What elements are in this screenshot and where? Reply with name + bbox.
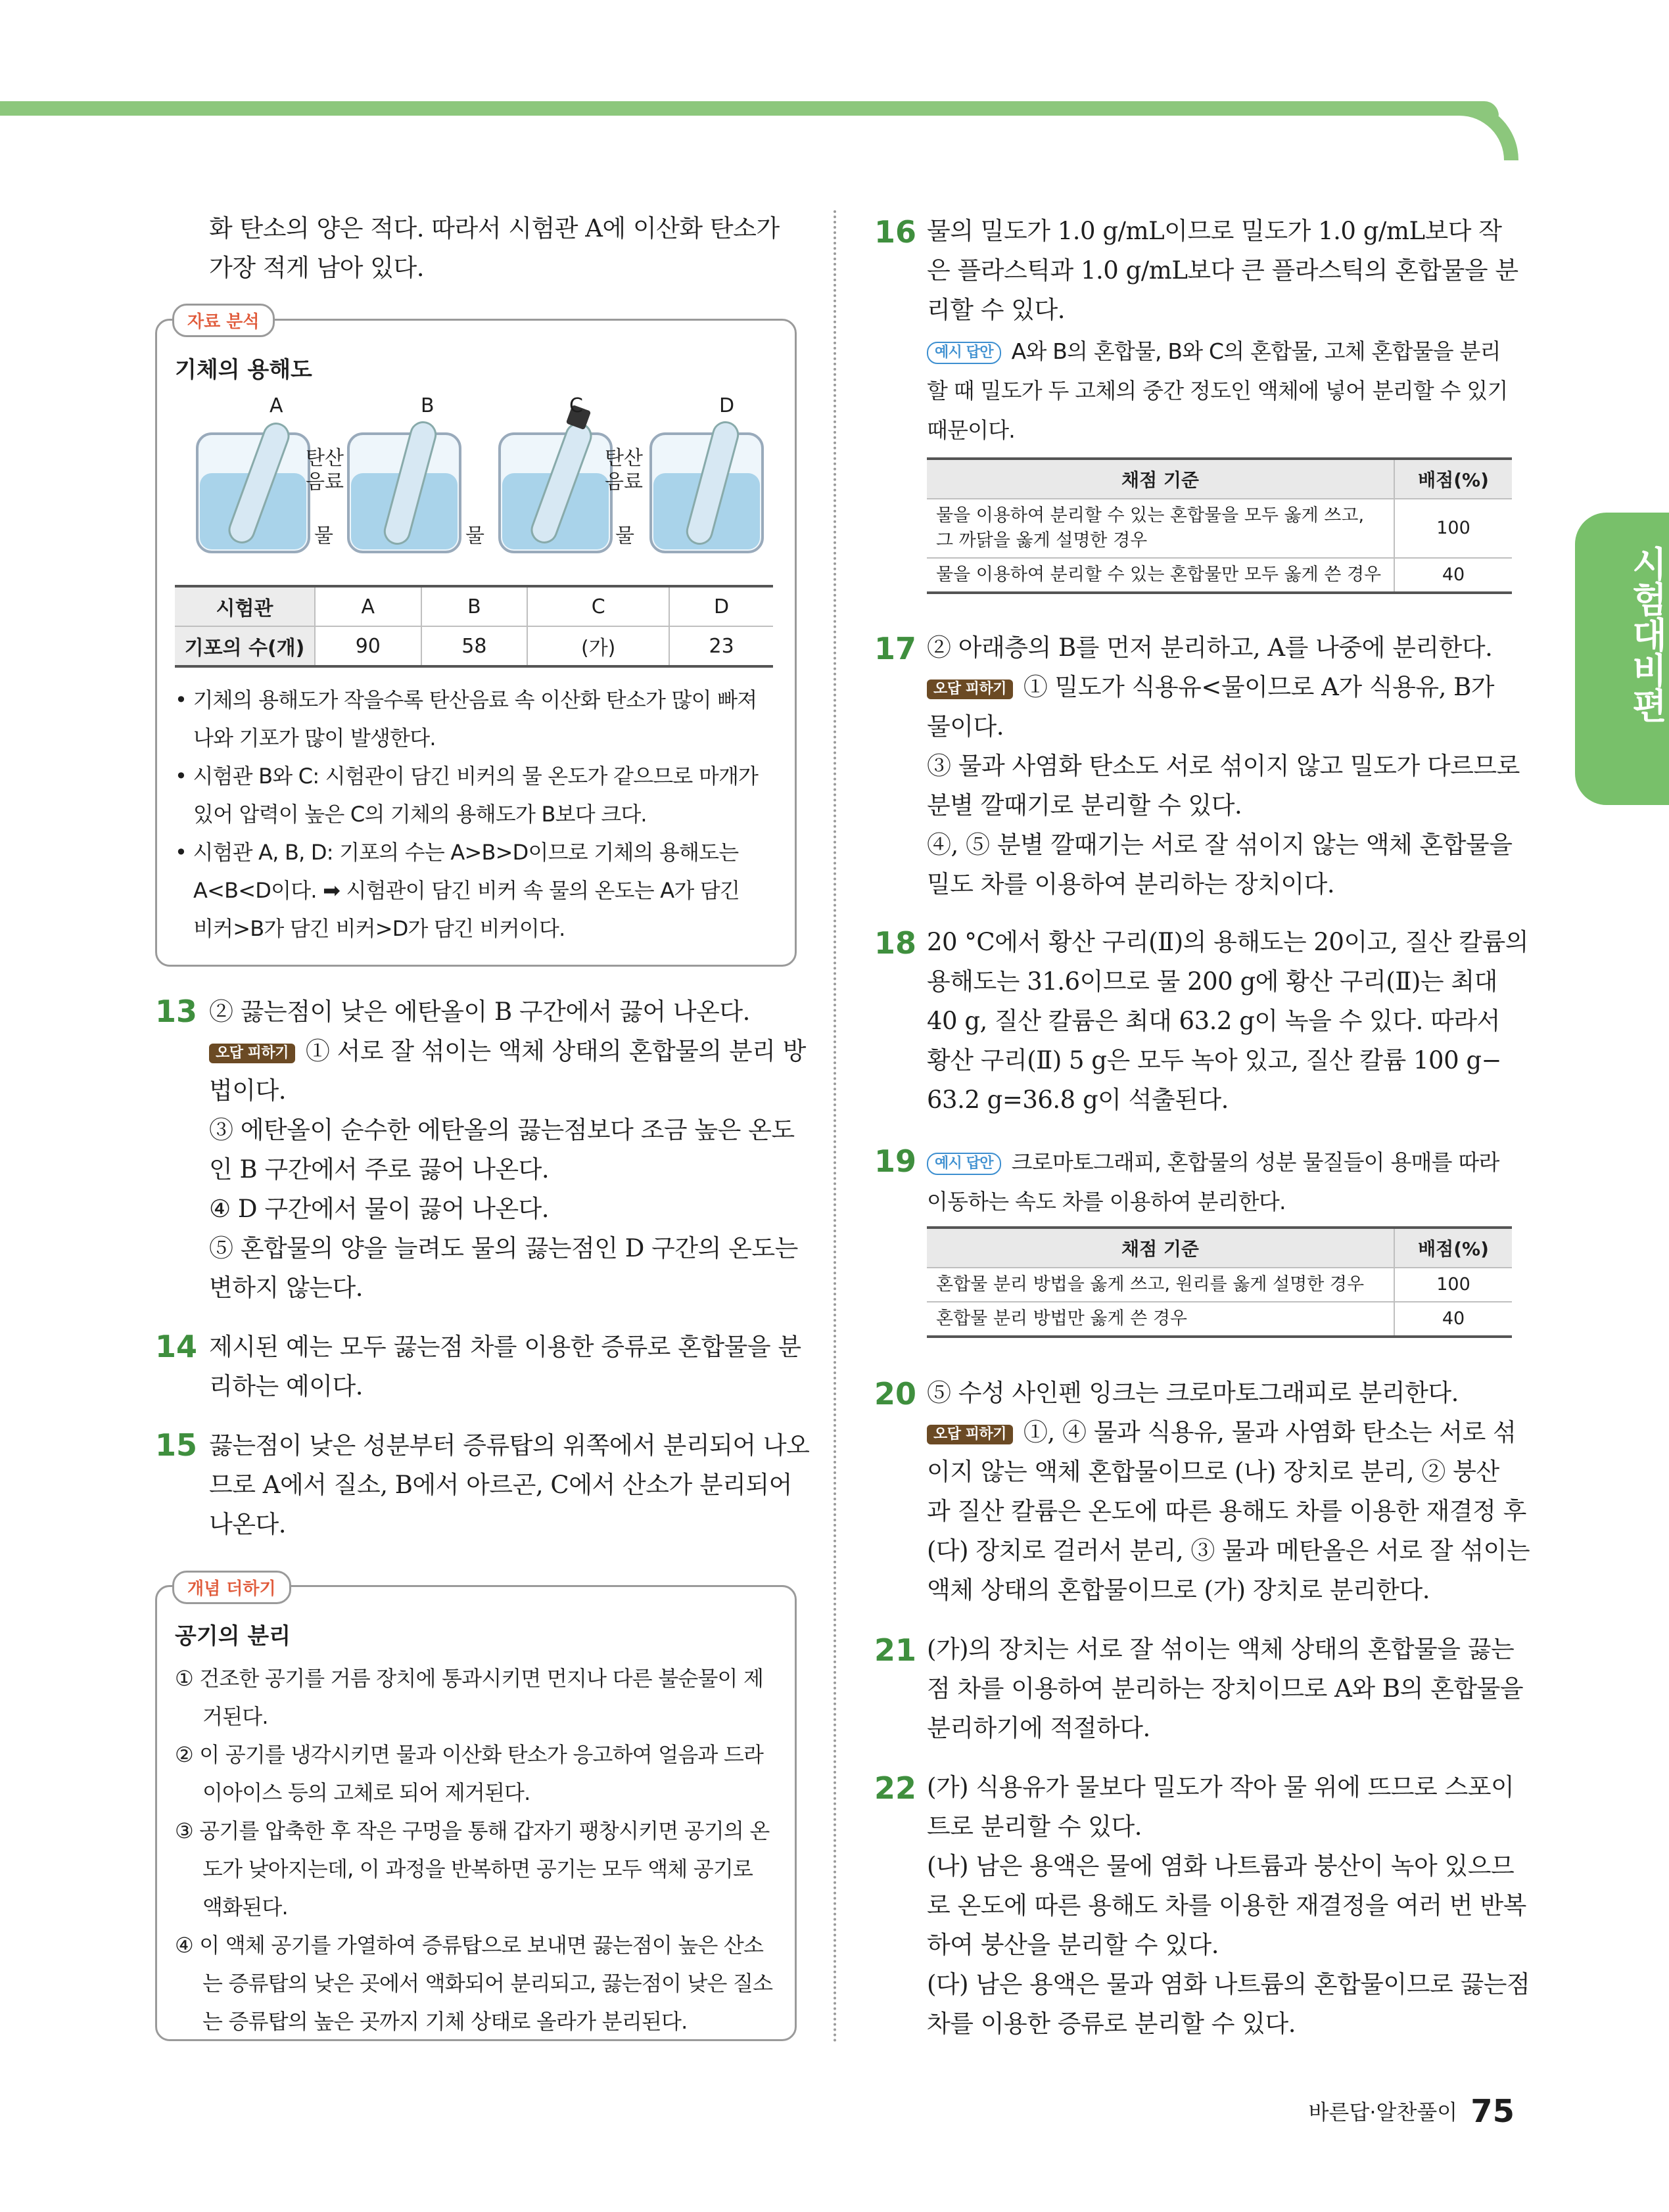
top-banner-bar xyxy=(0,101,1499,116)
q14-line: 제시된 예는 모두 끓는점 차를 이용한 증류로 혼합물을 분 xyxy=(209,1333,801,1361)
concept-line: 거된다. xyxy=(202,1704,268,1729)
concept-plus-title: 공기의 분리 xyxy=(175,1623,291,1649)
tube-label-a: A xyxy=(270,394,283,417)
column-divider xyxy=(834,210,836,2044)
q18-line: 20 °C에서 황산 구리(Ⅱ)의 용해도는 20이고, 질산 칼륨의 xyxy=(927,928,1528,956)
table-row xyxy=(927,1302,1512,1337)
q19-line: 크로마토그래피, 혼합물의 성분 물질들이 용매를 따라 xyxy=(1011,1149,1499,1175)
question-number-15: 15 xyxy=(155,1427,198,1463)
concept-plus-tag: 개념 더하기 xyxy=(172,1571,291,1604)
tube-label-c: C xyxy=(569,394,583,417)
q22-line: 차를 이용한 증류로 분리할 수 있다. xyxy=(927,2010,1296,2038)
q13-line: 변하지 않는다. xyxy=(209,1274,363,1302)
table-cell: 58 xyxy=(421,626,528,666)
table-header: 배점(%) xyxy=(1394,1228,1512,1268)
table-header: C xyxy=(527,586,669,626)
table-header: A xyxy=(315,586,421,626)
page-number: 75 xyxy=(1470,2093,1515,2130)
question-number-19: 19 xyxy=(874,1143,917,1179)
concept-line: 는 증류탑의 낮은 곳에서 액화되어 분리되고, 끓는점이 낮은 질소 xyxy=(202,1971,773,1996)
question-number-13: 13 xyxy=(155,994,198,1029)
table-cell: 혼합물 분리 방법을 옳게 쓰고, 원리를 옳게 설명한 경우 xyxy=(927,1268,1394,1302)
q15-line: 므로 A에서 질소, B에서 아르곤, C에서 산소가 분리되어 xyxy=(209,1471,792,1499)
q13-line: 법이다. xyxy=(209,1076,286,1105)
concept-line: ① 건조한 공기를 거름 장치에 통과시키면 먼지나 다른 불순물이 제 xyxy=(175,1666,764,1691)
concept-line: ③ 공기를 압축한 후 작은 구멍을 통해 갑자기 팽창시키면 공기의 온 xyxy=(175,1818,770,1843)
q13-line: ① 서로 잘 섞이는 액체 상태의 혼합물의 분리 방 xyxy=(305,1037,806,1065)
data-analysis-tag: 자료 분석 xyxy=(172,304,275,337)
analysis-bullet: A<B<D이다. ➡ 시험관이 담긴 비커 속 물의 온도는 A가 담긴 xyxy=(193,878,740,903)
water-label-3: 물 xyxy=(615,524,634,547)
side-tab-label: 시험대비편 xyxy=(1626,545,1668,723)
q16-answer-row xyxy=(927,333,1501,371)
question-number-18: 18 xyxy=(874,925,917,961)
q13-line: ⑤ 혼합물의 양을 늘려도 물의 끓는점인 D 구간의 온도는 xyxy=(209,1234,798,1262)
table-row xyxy=(927,499,1512,558)
q17-line: 물이다. xyxy=(927,712,1004,741)
table-cell: 40 xyxy=(1394,1302,1512,1337)
q17-line: 분별 깔때기로 분리할 수 있다. xyxy=(927,791,1242,819)
footer-label: 바른답·알찬풀이 xyxy=(1308,2100,1458,2125)
q13-line: ③ 에탄올이 순수한 에탄올의 끓는점보다 조금 높은 온도 xyxy=(209,1116,795,1144)
q14-line: 리하는 예이다. xyxy=(209,1372,363,1400)
question-number-22: 22 xyxy=(874,1770,917,1806)
table-cell: (가) xyxy=(527,626,669,666)
question-number-21: 21 xyxy=(874,1632,917,1668)
q21-line: 분리하기에 적절하다. xyxy=(927,1714,1150,1742)
concept-line: 이아이스 등의 고체로 되어 제거된다. xyxy=(202,1780,530,1805)
q18-line: 황산 구리(Ⅱ) 5 g은 모두 녹아 있고, 질산 칼륨 100 g− xyxy=(927,1046,1502,1074)
table-header: 채점 기준 xyxy=(927,459,1394,499)
table-cell: 혼합물 분리 방법만 옳게 쓴 경우 xyxy=(927,1302,1394,1337)
analysis-bullet: • 시험관 A, B, D: 기포의 수는 A>B>D이므로 기체의 용해도는 xyxy=(175,840,739,865)
soda-label-1: 탄산 음료 xyxy=(306,447,344,494)
table-row xyxy=(927,1268,1512,1302)
page-footer xyxy=(1309,2093,1515,2130)
bubble-count-table xyxy=(175,585,773,668)
q22-line: 하여 붕산을 분리할 수 있다. xyxy=(927,1931,1219,1959)
water-label-1: 물 xyxy=(314,524,333,547)
question-number-16: 16 xyxy=(874,214,917,250)
table-header: D xyxy=(669,586,773,626)
q18-line: 63.2 g=36.8 g이 석출된다. xyxy=(927,1086,1229,1114)
q20-line: ⑤ 수성 사인펜 잉크는 크로마토그래피로 분리한다. xyxy=(927,1379,1459,1407)
q13-line: ④ D 구간에서 물이 끓어 나온다. xyxy=(209,1195,550,1223)
wrong-answer-badge: 오답 피하기 xyxy=(927,680,1013,699)
q17-line: ① 밀도가 식용유<물이므로 A가 식용유, B가 xyxy=(1023,673,1495,701)
example-answer-badge: 예시 답안 xyxy=(927,1153,1001,1175)
analysis-bullet: 있어 압력이 높은 C의 기체의 용해도가 B보다 크다. xyxy=(193,802,647,827)
q16-answer-line: 때문이다. xyxy=(927,417,1016,443)
q22-line: (가) 식용유가 물보다 밀도가 작아 물 위에 뜨므로 스포이 xyxy=(927,1773,1515,1801)
top-banner-curve xyxy=(1413,101,1518,160)
q16-answer-line: 할 때 밀도가 두 고체의 중간 정도인 액체에 넣어 분리할 수 있기 xyxy=(927,378,1508,403)
table-row-label: 기포의 수(개) xyxy=(175,626,315,666)
table-cell: 물을 이용하여 분리할 수 있는 혼합물만 모두 옳게 쓴 경우 xyxy=(927,558,1394,593)
q16-line: 은 플라스틱과 1.0 g/mL보다 큰 플라스틱의 혼합물을 분 xyxy=(927,256,1518,285)
table-header-row xyxy=(175,586,773,626)
q21-line: (가)의 장치는 서로 잘 섞이는 액체 상태의 혼합물을 끓는 xyxy=(927,1635,1515,1663)
question-number-20: 20 xyxy=(874,1376,917,1412)
table-cell: 23 xyxy=(669,626,773,666)
table-cell: 90 xyxy=(315,626,421,666)
q19-line: 이동하는 속도 차를 이용하여 분리한다. xyxy=(927,1189,1286,1214)
beaker-b xyxy=(348,419,460,552)
q19-scoring-table xyxy=(927,1226,1512,1338)
q17-line: ② 아래층의 B를 먼저 분리하고, A를 나중에 분리한다. xyxy=(927,634,1493,662)
example-answer-badge: 예시 답안 xyxy=(927,342,1001,364)
q13-line: ② 끓는점이 낮은 에탄올이 B 구간에서 끓어 나온다. xyxy=(209,998,750,1026)
question-number-17: 17 xyxy=(874,631,917,666)
q20-line: 액체 상태의 혼합물이므로 (가) 장치로 분리한다. xyxy=(927,1576,1430,1604)
beaker-a xyxy=(197,420,309,552)
wrong-answer-badge: 오답 피하기 xyxy=(209,1044,295,1063)
q17-line: 밀도 차를 이용하여 분리하는 장치이다. xyxy=(927,870,1335,898)
concept-line: ② 이 공기를 냉각시키면 물과 이산화 탄소가 응고하여 얼음과 드라 xyxy=(175,1742,764,1767)
q22-line: (나) 남은 용액은 물에 염화 나트륨과 붕산이 녹아 있으므 xyxy=(927,1852,1515,1880)
q18-line: 40 g, 질산 칼륨은 최대 63.2 g이 녹을 수 있다. 따라서 xyxy=(927,1007,1500,1035)
q16-line: 리할 수 있다. xyxy=(927,296,1065,324)
wrong-answer-badge: 오답 피하기 xyxy=(927,1425,1013,1444)
q20-line: 이지 않는 액체 혼합물이므로 (나) 장치로 분리, ② 붕산 xyxy=(927,1458,1499,1486)
q13-line-row xyxy=(209,1032,806,1071)
table-cell: 40 xyxy=(1394,558,1512,593)
q17-line: ③ 물과 사염화 탄소도 서로 섞이지 않고 밀도가 다르므로 xyxy=(927,752,1520,780)
q22-line: 로 온도에 따른 용해도 차를 이용한 재결정을 여러 번 반복 xyxy=(927,1891,1526,1920)
q18-line: 용해도는 31.6이므로 물 200 g에 황산 구리(Ⅱ)는 최대 xyxy=(927,967,1497,996)
tube-label-b: B xyxy=(421,394,435,417)
table-row xyxy=(175,626,773,666)
table-header-row xyxy=(927,459,1512,499)
table-header: 채점 기준 xyxy=(927,1228,1394,1268)
table-header: 배점(%) xyxy=(1394,459,1512,499)
q17-line: ④, ⑤ 분별 깔때기는 서로 잘 섞이지 않는 액체 혼합물을 xyxy=(927,831,1513,859)
concept-line: 도가 낮아지는데, 이 과정을 반복하면 공기는 모두 액체 공기로 xyxy=(202,1856,753,1881)
table-row xyxy=(927,558,1512,593)
concept-line: 는 증류탑의 높은 곳까지 기체 상태로 올라가 분리된다. xyxy=(202,2009,688,2034)
q22-line: (다) 남은 용액은 물과 염화 나트륨의 혼합물이므로 끓는점 xyxy=(927,1970,1530,1998)
q16-scoring-table xyxy=(927,457,1512,594)
beaker-d xyxy=(651,419,763,552)
q22-line: 트로 분리할 수 있다. xyxy=(927,1812,1142,1841)
analysis-bullet: 나와 기포가 많이 발생한다. xyxy=(193,726,436,750)
analysis-bullet: • 시험관 B와 C: 시험관이 담긴 비커의 물 온도가 같으므로 마개가 xyxy=(175,764,759,789)
q16-answer-line: A와 B의 혼합물, B와 C의 혼합물, 고체 혼합물을 분리 xyxy=(1011,338,1501,364)
table-cell: 100 xyxy=(1394,1268,1512,1302)
q19-line-row xyxy=(927,1143,1499,1182)
table-header-row xyxy=(927,1228,1512,1268)
q15-line: 끓는점이 낮은 성분부터 증류탑의 위쪽에서 분리되어 나오 xyxy=(209,1431,810,1460)
q17-line-row xyxy=(927,668,1494,707)
q16-line: 물의 밀도가 1.0 g/mL이므로 밀도가 1.0 g/mL보다 작 xyxy=(927,217,1502,245)
concept-line: 액화된다. xyxy=(202,1895,288,1920)
q20-line: 과 질산 칼륨은 온도에 따른 용해도 차를 이용한 재결정 후 xyxy=(927,1497,1526,1525)
question-number-14: 14 xyxy=(155,1329,198,1364)
table-header: 시험관 xyxy=(175,586,315,626)
intro-line-1: 화 탄소의 양은 적다. 따라서 시험관 A에 이산화 탄소가 xyxy=(209,214,780,242)
q15-line: 나온다. xyxy=(209,1510,286,1538)
soda-label-2: 탄산 음료 xyxy=(605,447,643,494)
intro-line-2: 가장 적게 남아 있다. xyxy=(209,254,424,282)
side-section-tab[interactable] xyxy=(1575,513,1669,805)
q20-line: ①, ④ 물과 식용유, 물과 사염화 탄소는 서로 섞 xyxy=(1023,1418,1516,1446)
q13-line: 인 B 구간에서 주로 끓어 나온다. xyxy=(209,1155,550,1184)
data-analysis-title: 기체의 용해도 xyxy=(175,357,312,383)
q21-line: 점 차를 이용하여 분리하는 장치이므로 A와 B의 혼합물을 xyxy=(927,1674,1524,1703)
q20-line-row xyxy=(927,1413,1516,1452)
q20-line: (다) 장치로 걸러서 분리, ③ 물과 메탄올은 서로 잘 섞이는 xyxy=(927,1536,1530,1565)
analysis-bullet: 비커>B가 담긴 비커>D가 담긴 비커이다. xyxy=(193,916,565,941)
table-header: B xyxy=(421,586,528,626)
concept-line: ④ 이 액체 공기를 가열하여 증류탑으로 보내면 끓는점이 높은 산소 xyxy=(175,1933,764,1958)
table-cell: 100 xyxy=(1394,499,1512,558)
analysis-bullet: • 기체의 용해도가 작을수록 탄산음료 속 이산화 탄소가 많이 빠져 xyxy=(175,687,757,712)
tube-label-d: D xyxy=(719,394,735,417)
beaker-c xyxy=(500,405,611,552)
table-cell: 물을 이용하여 분리할 수 있는 혼합물을 모두 옳게 쓰고, 그 까닭을 옳게 설명한 경우 xyxy=(927,499,1394,558)
water-label-2: 물 xyxy=(465,524,484,547)
